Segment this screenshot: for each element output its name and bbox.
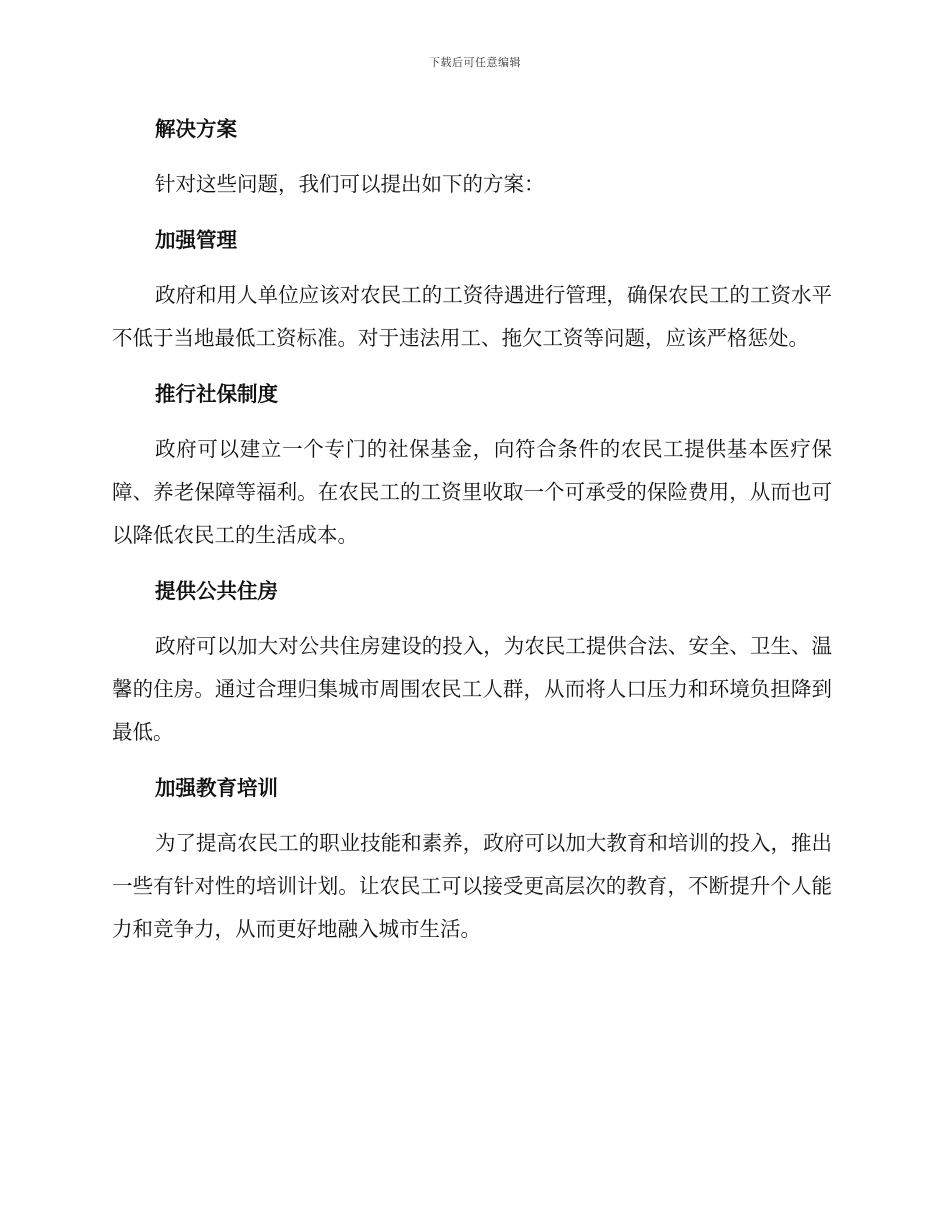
section-paragraph: 政府可以加大对公共住房建设的投入，为农民工提供合法、安全、卫生、温馨的住房。通过合理归集城市周围农民工人群，从而将人口压力和环境负担降到最低。 <box>112 634 832 744</box>
section-management <box>112 219 832 360</box>
document-title: 解决方案 <box>155 117 237 141</box>
section-paragraph: 政府和用人单位应该对农民工的工资待遇进行管理，确保农民工的工资水平不低于当地最低工资标准。对于违法用工、拖欠工资等问题，应该严格惩处。 <box>112 283 832 350</box>
document-body <box>112 108 832 964</box>
section-heading: 推行社保制度 <box>155 382 278 406</box>
section-heading: 加强教育培训 <box>155 776 278 800</box>
page-header: 下载后可任意编辑 <box>429 56 521 69</box>
section-paragraph: 政府可以建立一个专门的社保基金，向符合条件的农民工提供基本医疗保障、养老保障等福利。在农民工的工资里收取一个可承受的保险费用，从而也可以降低农民工的生活成本。 <box>112 437 832 547</box>
section-paragraph: 为了提高农民工的职业技能和素养，政府可以加大教育和培训的投入，推出一些有针对性的培训计划。让农民工可以接受更高层次的教育，不断提升个人能力和竞争力，从而更好地融入城市生活。 <box>112 831 832 941</box>
intro-paragraph: 针对这些问题，我们可以提出如下的方案： <box>155 172 545 196</box>
section-heading: 提供公共住房 <box>155 579 278 603</box>
section-education <box>112 767 832 951</box>
section-heading: 加强管理 <box>155 228 237 252</box>
section-public-housing <box>112 570 832 754</box>
section-social-security <box>112 373 832 557</box>
